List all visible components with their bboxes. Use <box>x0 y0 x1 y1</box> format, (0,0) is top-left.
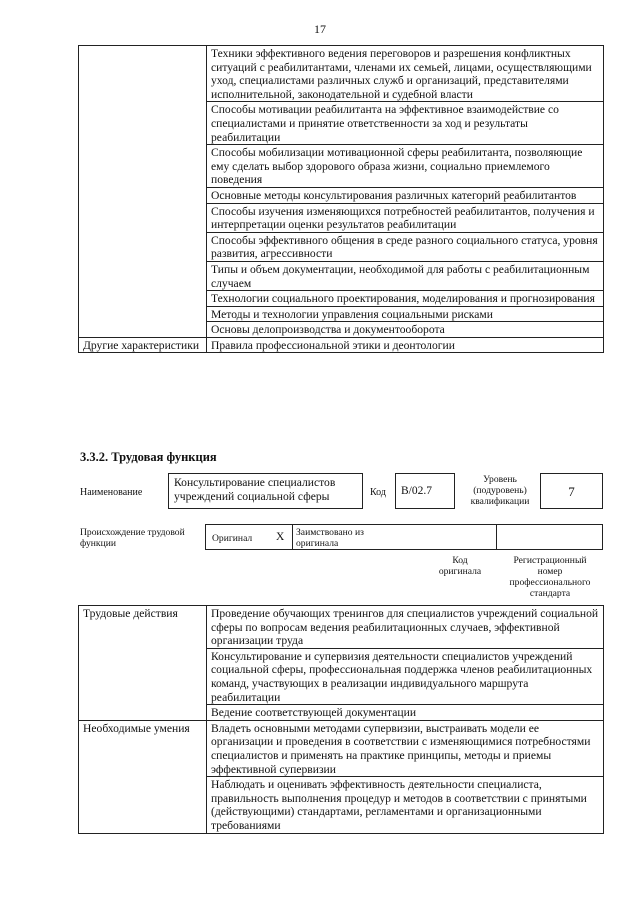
qualification-level-label: Уровень (подуровень) квалификации <box>470 474 530 507</box>
code-value: B/02.7 <box>401 485 432 497</box>
original-label: Оригинал <box>212 533 253 544</box>
row-label-other-characteristics: Другие характеристики <box>79 337 207 353</box>
knowledge-item: Способы эффективного общения в среде разного социального статуса, уровня развития, агрессивности <box>207 232 604 261</box>
function-name-box <box>168 473 363 509</box>
knowledge-item: Способы изучения изменяющихся потребностей реабилитантов, получения и интерпретации оценки результатов реабилитации <box>207 203 604 232</box>
knowledge-item: Техники эффективного ведения переговоров и разрешения конфликтных ситуаций с реабилитантами, членами их семьей, лицами, осуществляющими уход, специалистами различных служб и организаций, представителями исполнительной, законодательной и судебной власти <box>207 46 604 102</box>
knowledge-table-continued <box>78 45 604 353</box>
row-label-required-skills: Необходимые умения <box>79 720 207 833</box>
knowledge-item: Основы делопроизводства и документооборота <box>207 322 604 338</box>
table-row <box>79 720 604 776</box>
original-mark: X <box>276 531 285 543</box>
labor-action-item: Ведение соответствующей документации <box>207 705 604 721</box>
knowledge-item: Основные методы консультирования различных категорий реабилитантов <box>207 187 604 203</box>
origin-divider <box>292 525 293 549</box>
function-details-table <box>78 605 604 834</box>
level-value: 7 <box>568 484 575 499</box>
labor-action-item: Консультирование и супервизия деятельности специалистов учреждений социальной сферы, профессиональная поддержка членов реабилитационных команд, участвующих в реализации индивидуального маршрута реабилитации <box>207 648 604 704</box>
page-number: 17 <box>314 22 326 36</box>
characteristic-item: Правила профессиональной этики и деонтологии <box>207 337 604 353</box>
row-label-labor-actions: Трудовые действия <box>79 606 207 721</box>
skill-item: Владеть основными методами супервизии, выстраивать модели ее организации и проведения в соответствии с изменяющимися потребностями специалистов и применять на практике принципы, методы и приемы эффективной супервизии <box>207 720 604 776</box>
name-label: Наименование <box>80 487 143 498</box>
origin-box <box>205 524 603 550</box>
knowledge-item: Типы и объем документации, необходимой для работы с реабилитационным случаем <box>207 261 604 290</box>
knowledge-item: Технологии социального проектирования, моделирования и прогнозирования <box>207 291 604 307</box>
labor-action-item: Проведение обучающих тренингов для специалистов учреждений социальной сферы по вопросам ведения реабилитационных случаев, эффективной организации труда <box>207 606 604 649</box>
knowledge-item: Способы мобилизации мотивационной сферы реабилитанта, позволяющие ему сделать выбор здорового образа жизни, социально приемлемого поведения <box>207 145 604 188</box>
registration-number-caption: Регистрационный номер профессионального стандарта <box>509 555 591 599</box>
code-original-caption: Код оригинала <box>438 555 482 577</box>
borrowed-label: Заимствовано из оригинала <box>296 527 364 549</box>
skill-item: Наблюдать и оценивать эффективность деятельности специалиста, правильность выполнения процедур и методов в соответствии с принятыми (действующими) стандартами, регламентами и организационными требованиями <box>207 777 604 833</box>
knowledge-item: Методы и технологии управления социальными рисками <box>207 306 604 322</box>
origin-label: Происхождение трудовой функции <box>80 527 185 549</box>
row-label-empty <box>79 46 207 338</box>
origin-divider <box>496 525 497 549</box>
level-box <box>540 473 603 509</box>
table-row <box>79 337 604 353</box>
code-label: Код <box>370 487 386 498</box>
function-name-value: Консультирование специалистов учреждений социальной сферы <box>174 476 336 503</box>
code-box <box>395 473 455 509</box>
table-row <box>79 606 604 649</box>
section-title: 3.3.2. Трудовая функция <box>80 450 217 464</box>
knowledge-item: Способы мотивации реабилитанта на эффективное взаимодействие со специалистами и принятие ответственности за ход и результаты реабилитации <box>207 102 604 145</box>
table-row <box>79 46 604 102</box>
